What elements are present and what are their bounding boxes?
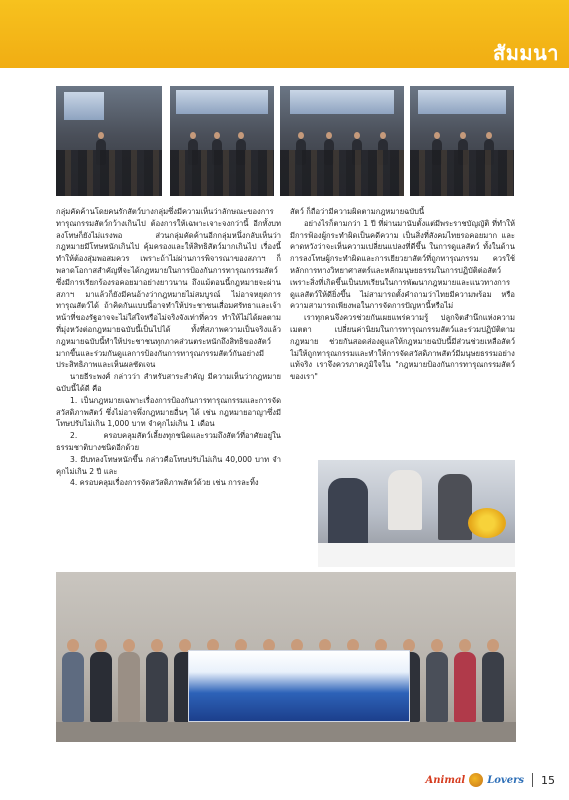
left-text-column <box>56 206 281 564</box>
section-title: สัมมนา <box>493 41 559 65</box>
paw-logo-icon <box>469 773 483 787</box>
page-number: 15 <box>541 773 555 787</box>
list-item: 1. เป็นกฎหมายเฉพาะเรื่องการป้องกันการทารุณกรรมและการจัดสวัสดิภาพสัตว์ ซึ่งไม่อาจพึ่งกฎหมายอื่นๆ ได้ เช่น กฎหมายอาญาซึ่งมีโทษปรับไม่เกิน 1,000 บาท จำคุกไม่เกิน 1 เดือน <box>56 395 281 429</box>
footer <box>426 772 555 788</box>
registration-desk-photo <box>318 460 515 567</box>
seminar-photo-1 <box>56 86 162 196</box>
footer-divider <box>532 773 533 787</box>
event-banner <box>188 650 410 722</box>
list-item: 3. มีบทลงโทษหนักขึ้น กล่าวคือโทษปรับไม่เกิน 40,000 บาท จำคุกไม่เกิน 2 ปี และ <box>56 454 281 476</box>
seminar-photo-4 <box>410 86 514 196</box>
seminar-photo-2 <box>170 86 274 196</box>
paragraph: สัตว์ ก็ถือว่ามีความผิดตามกฎหมายฉบับนี้ <box>290 207 425 216</box>
list-item: 4. ครอบคลุมเรื่องการจัดสวัสดิภาพสัตว์ด้วย เช่น การละทิ้ง <box>70 478 259 488</box>
paragraph: อย่างไรก็ตามกว่า 1 ปี ที่ผ่านมานับตั้งแต่มีพระราชบัญญัติ ที่ทำให้มีการฟ้องผู้กระทำผิดเป็นคดีความ เป็นสิ่งที่สังคมไทยรอคอยมาก และคาดหวังว่าจะเห็นความเปลี่ยนแปลงที่ดีขึ้น ในการดูแลสัตว์ ทั้งในด้านการลงโทษผู้กระทำผิดและการเยียวยาสัตว์ที่ถูกทารุณกรรม ควรใช้หลักการทางวิทยาศาสตร์และหลักมนุษยธรรมในการปฏิบัติต่อสัตว์ เพราะสิ่งที่เกิดขึ้นเป็นบทเรียนในการพัฒนากฎหมายและแนวทางการดูแลสัตว์ให้ดียิ่งขึ้น ไม่สามารถตั้งคำถามว่าไทยมีความพร้อม หรือความสามารถเพียงพอในการจัดการปัญหานี้หรือไม่ <box>290 218 515 311</box>
paragraph: นายธีระพงศ์ กล่าวว่า สำหรับสาระสำคัญ มีความเห็นว่ากฎหมายฉบับนี้ได้ดี คือ <box>56 372 281 393</box>
group-photo-with-banner <box>56 572 516 742</box>
paragraph: กลุ่มคัดค้านโดยคนรักสัตว์บางกลุ่มซึ่งมีความเห็นว่าลักษณะของการทารุณกรรมสัตว์กว้างเกินไป ต้องการให้เฉพาะเจาะจงกว่านี้ อีกทั้งบทลงโทษก็ยังไม่แรงพอ ส่วนกลุ่มคัดค้านอีกกลุ่มหนึ่งกลับเห็นว่า กฎหมายมีโทษหนักเกินไป คุ้มครองและให้สิทธิสัตว์มากเกินไป เรื่องนี้ทำให้ต้องสุ่มพอสมควร เพราะถ้าไม่ผ่านการพิจารณาของสภาฯ ก็พลาดโอกาสสำคัญที่จะได้กฎหมายในการป้องกันการทารุณกรรมสัตว์ ซึ่งมีการเรียกร้องรอคอยมาอย่างยาวนาน ถึงแม้ตอนนี้กฎหมายจะผ่านสภาฯ มาแล้วก็ยังมีคนอ้างว่ากฎหมายไม่สมบูรณ์ ไม่อาจหยุดการทารุณสัตว์ได้ ถ้าคิดกันแบบนี้อาจทำให้ประชาชนเสื่อมศรัทธาและเจ้าหน้าที่ของรัฐอาจจะไม่ใส่ใจหรือไม่จริงจังเท่าที่ควร ทำให้ไม่ได้ผลตามที่มุ่งหวังต่อกฎหมายฉบับนี้เป็นไปได้ ทั้งที่สภาพความเป็นจริงแล้วกฎหมายฉบับนี้ทำให้ประชาชนทุกภาคส่วนตระหนักถึงสิทธิของสัตว์มากขึ้นและร่วมกันดูแลการป้องกันการทารุณกรรมสัตว์กันอย่างมีประสิทธิภาพและเห็นผลชัดเจน <box>56 207 281 370</box>
brand-name-part1: Animal <box>425 774 466 786</box>
seminar-photo-3 <box>280 86 404 196</box>
brand-name-part2: Lovers <box>487 774 524 786</box>
header-band <box>0 0 569 68</box>
right-text-column <box>290 206 515 454</box>
paragraph: เราทุกคนจึงควรช่วยกันเผยแพร่ความรู้ ปลูกจิตสำนึกแห่งความเมตตา เปลี่ยนค่านิยมในการทารุณกรรมสัตว์และร่วมปฏิบัติตามกฎหมาย ช่วยกันสอดส่องดูแลให้กฎหมายฉบับนี้มีส่วนช่วยเหลือสัตว์ไม่ให้ถูกทารุณกรรมและทำให้การจัดสวัสดิภาพสัตว์มีมนุษยธรรมอย่างแท้จริง เราจึงควรภาคภูมิใจใน "กฎหมายป้องกันการทารุณกรรมสัตว์ของเรา" <box>290 313 515 382</box>
list-item: 2. ครอบคลุมสัตว์เลี้ยงทุกชนิดและรวมถึงสัตว์ที่อาศัยอยู่ในธรรมชาติบางชนิดอีกด้วย <box>56 431 281 452</box>
